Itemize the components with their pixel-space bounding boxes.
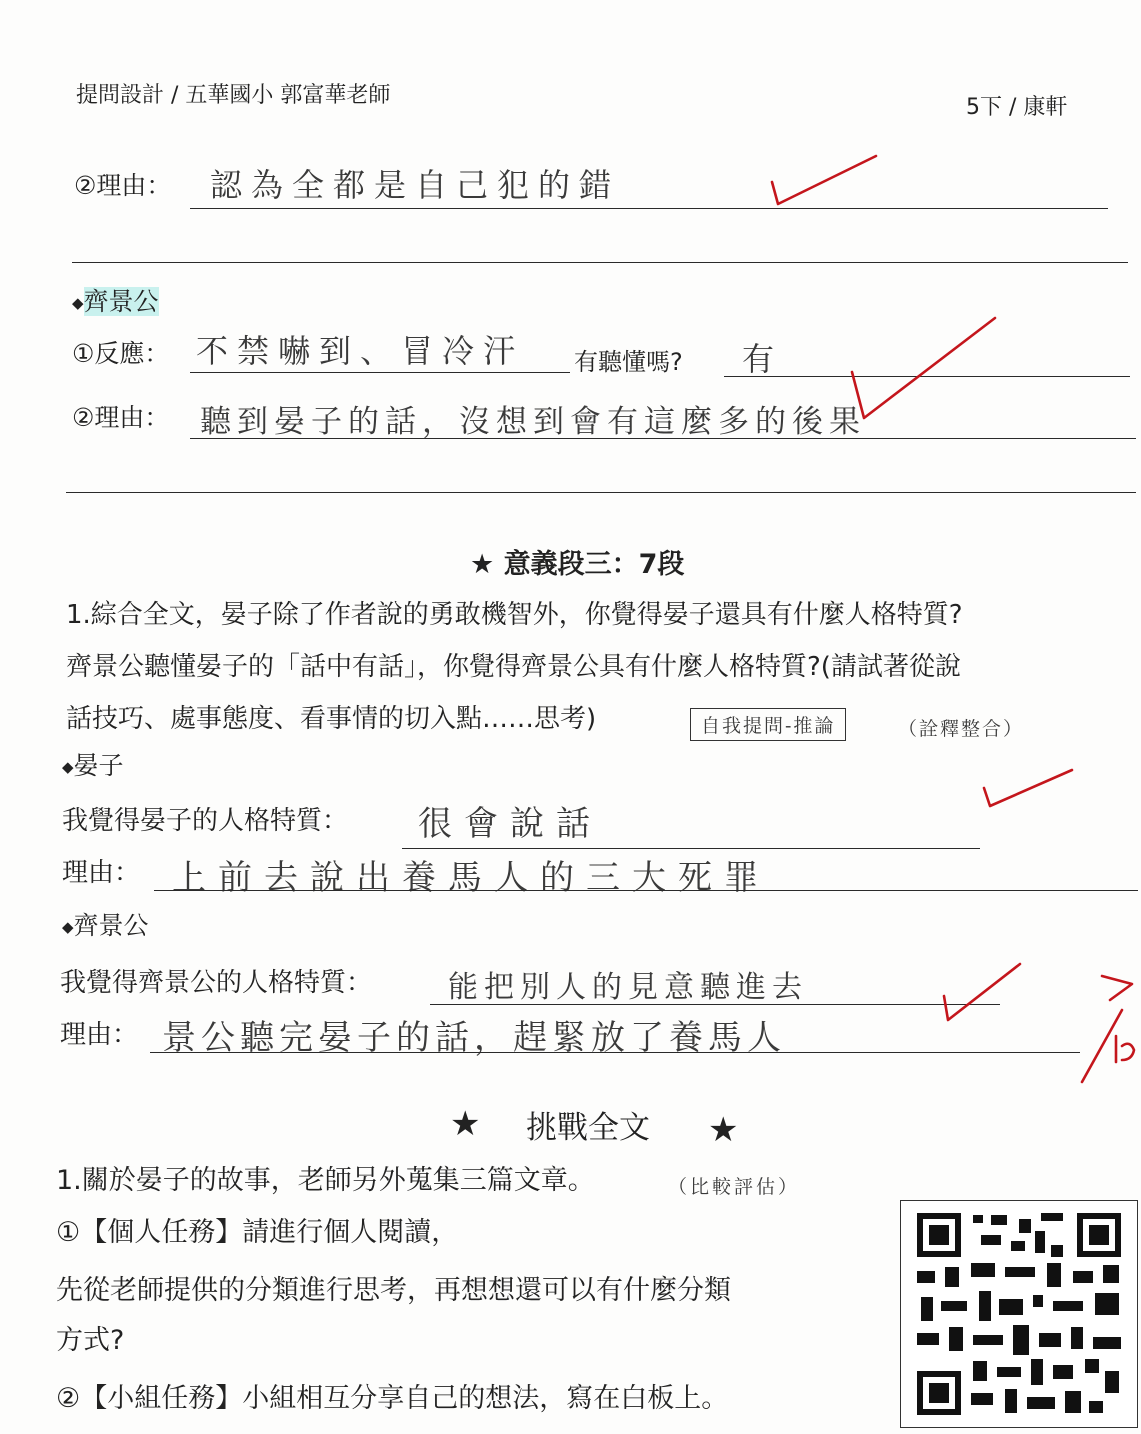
reason-label: 理由： bbox=[60, 1020, 139, 1050]
challenge-title: 挑戰全文 bbox=[526, 1110, 650, 1146]
reason-label: ②理由： bbox=[72, 403, 170, 432]
checkmark-icon bbox=[984, 770, 1072, 806]
question-line: 話技巧、處事態度、看事情的切入點……思考) bbox=[66, 704, 597, 734]
task-item: 方式? bbox=[56, 1325, 125, 1356]
bullet-diamond-icon: ◆ bbox=[72, 294, 84, 312]
bullet-diamond-icon: ◆ bbox=[62, 758, 74, 776]
skill-tag-box: 自我提問-推論 bbox=[690, 708, 846, 741]
header-left: 提問設計 / 五華國小 郭富華老師 bbox=[76, 83, 391, 108]
header-right: 5下 / 康軒 bbox=[966, 95, 1068, 120]
task-item: ②【小組任務】小組相互分享自己的想法，寫在白板上。 bbox=[56, 1383, 729, 1414]
trait-answer: 很會說話 bbox=[418, 804, 602, 844]
reaction-label: ①反應： bbox=[72, 339, 170, 368]
heading-text: 齊景公 bbox=[83, 287, 159, 316]
star-icon: ★ bbox=[708, 1110, 739, 1150]
reason-answer: 認為全都是自己犯的錯 bbox=[210, 166, 621, 204]
task-item: 先從老師提供的分類進行思考，再想想還可以有什麼分類 bbox=[56, 1275, 731, 1306]
challenge-tag: （比較評估） bbox=[668, 1176, 801, 1198]
question-line: 1.綜合全文，晏子除了作者說的勇敢機智外，你覺得晏子還具有什麼人格特質? bbox=[66, 600, 963, 630]
reason-label: 理由： bbox=[62, 858, 141, 888]
trait-answer: 能把別人的見意聽進去 bbox=[448, 970, 808, 1005]
grade-mark bbox=[1102, 976, 1132, 1000]
challenge-question: 1.關於晏子的故事，老師另外蒐集三篇文章。 bbox=[56, 1165, 595, 1196]
task-item: ①【個人任務】請進行個人閱讀， bbox=[56, 1217, 459, 1248]
heading-text: 齊景公 bbox=[73, 911, 149, 940]
reason-answer: 景公聽完晏子的話，趕緊放了養馬人 bbox=[162, 1018, 786, 1058]
trait-label: 我覺得晏子的人格特質： bbox=[62, 806, 349, 836]
section-title: ★ 意義段三：7段 bbox=[470, 549, 685, 580]
checkmark-icon bbox=[772, 156, 876, 204]
understood-question: 有聽懂嗎? bbox=[574, 348, 683, 376]
reason-answer: 聽到晏子的話，沒想到會有這麼多的後果 bbox=[200, 404, 866, 440]
understood-answer: 有 bbox=[742, 340, 784, 378]
checkmark-icon bbox=[944, 964, 1020, 1020]
reason-label: ②理由： bbox=[74, 171, 172, 200]
heading-text: 晏子 bbox=[73, 751, 124, 780]
star-icon: ★ bbox=[450, 1104, 481, 1144]
bullet-diamond-icon: ◆ bbox=[62, 918, 74, 936]
reaction-answer: 不禁嚇到、冒冷汗 bbox=[196, 332, 525, 370]
trait-label: 我覺得齊景公的人格特質： bbox=[60, 968, 373, 998]
checkmark-icon bbox=[852, 318, 995, 418]
question-line: 齊景公聽懂晏子的「話中有話」，你覺得齊景公具有什麼人格特質?(請試著從說 bbox=[66, 652, 961, 682]
reason-answer: 上前去說出養馬人的三大死罪 bbox=[172, 858, 770, 898]
grade-mark bbox=[1116, 1036, 1134, 1062]
skill-tag-note: （詮釋整合） bbox=[898, 718, 1025, 740]
